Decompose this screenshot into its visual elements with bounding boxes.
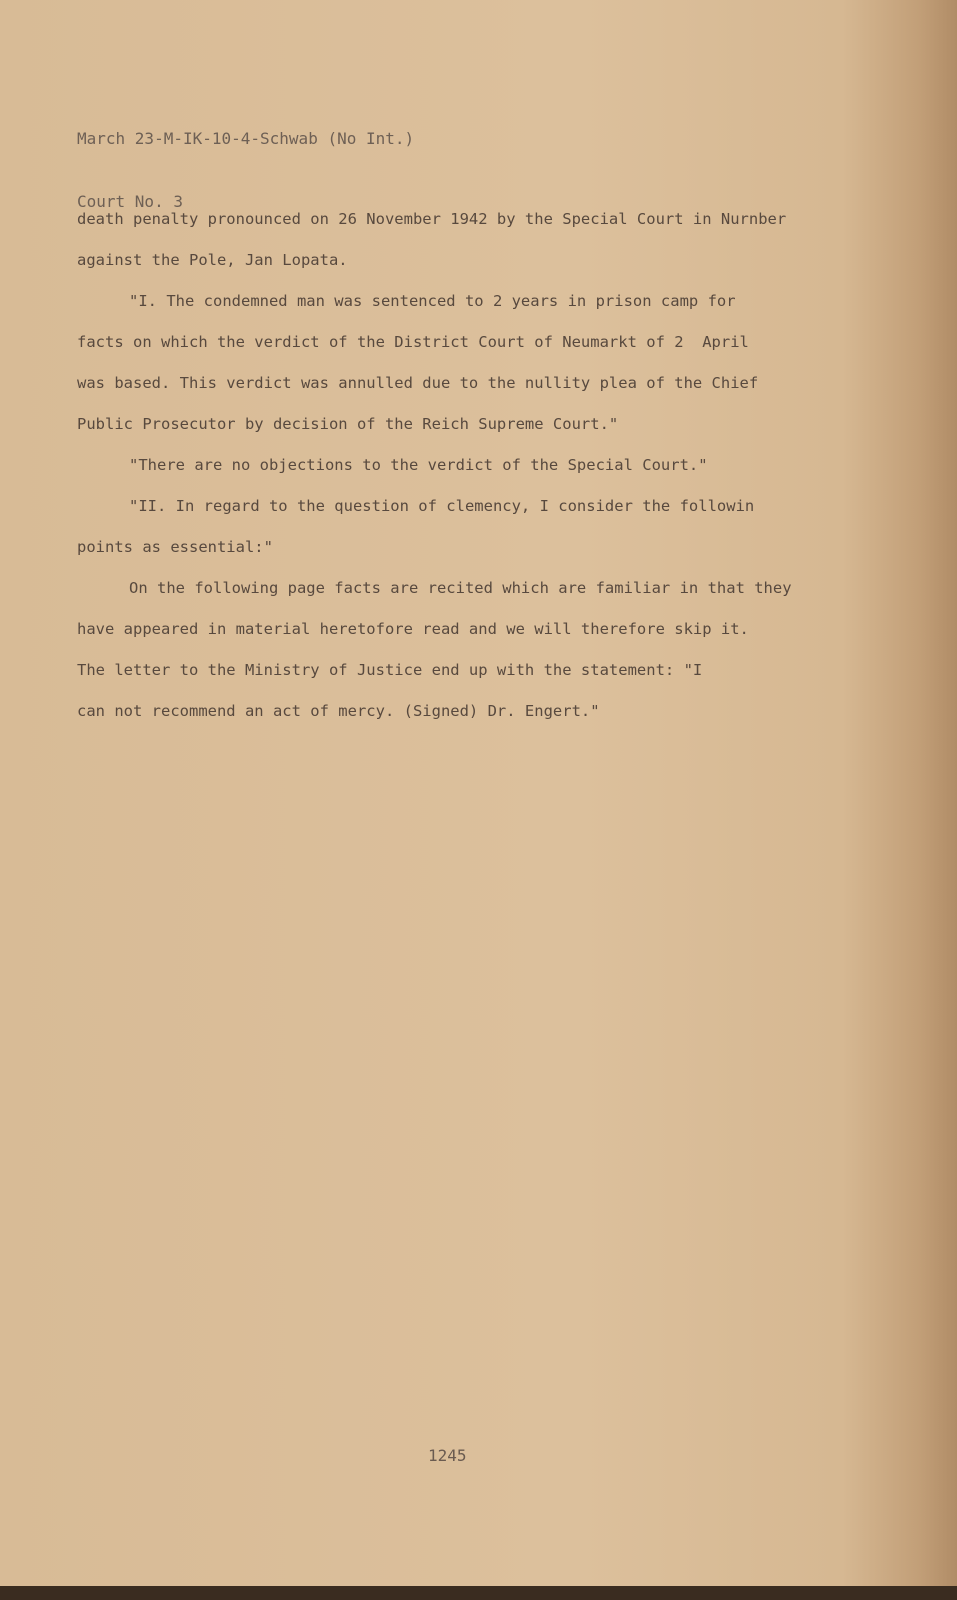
body-line: facts on which the verdict of the District Court of Neumarkt of 2 April [77, 333, 749, 351]
body-line: was based. This verdict was annulled due to the nullity plea of the Chief [77, 374, 759, 392]
body-line: death penalty pronounced on 26 November 1942 by the Special Court in Nurnber [77, 210, 787, 228]
body-line: Public Prosecutor by decision of the Reich Supreme Court." [77, 415, 619, 433]
body-line: have appeared in material heretofore read and we will therefore skip it. [77, 620, 749, 638]
body-line: "There are no objections to the verdict of the Special Court." [129, 456, 708, 474]
body-line: On the following page facts are recited which are familiar in that they [129, 579, 792, 597]
body-line: against the Pole, Jan Lopata. [77, 251, 348, 269]
body-line: "II. In regard to the question of clemency, I consider the followin [129, 497, 755, 515]
header-court-line: Court No. 3 [77, 192, 183, 211]
transcript-body [77, 205, 857, 738]
body-line: The letter to the Ministry of Justice end up with the statement: "I [77, 661, 703, 679]
body-line: "I. The condemned man was sentenced to 2 years in prison camp for [129, 292, 736, 310]
page-number: 1245 [428, 1446, 467, 1465]
body-line: can not recommend an act of mercy. (Signed) Dr. Engert." [77, 702, 600, 720]
body-line: points as essential:" [77, 538, 273, 556]
header-session-line: March 23-M-IK-10-4-Schwab (No Int.) [77, 129, 415, 148]
